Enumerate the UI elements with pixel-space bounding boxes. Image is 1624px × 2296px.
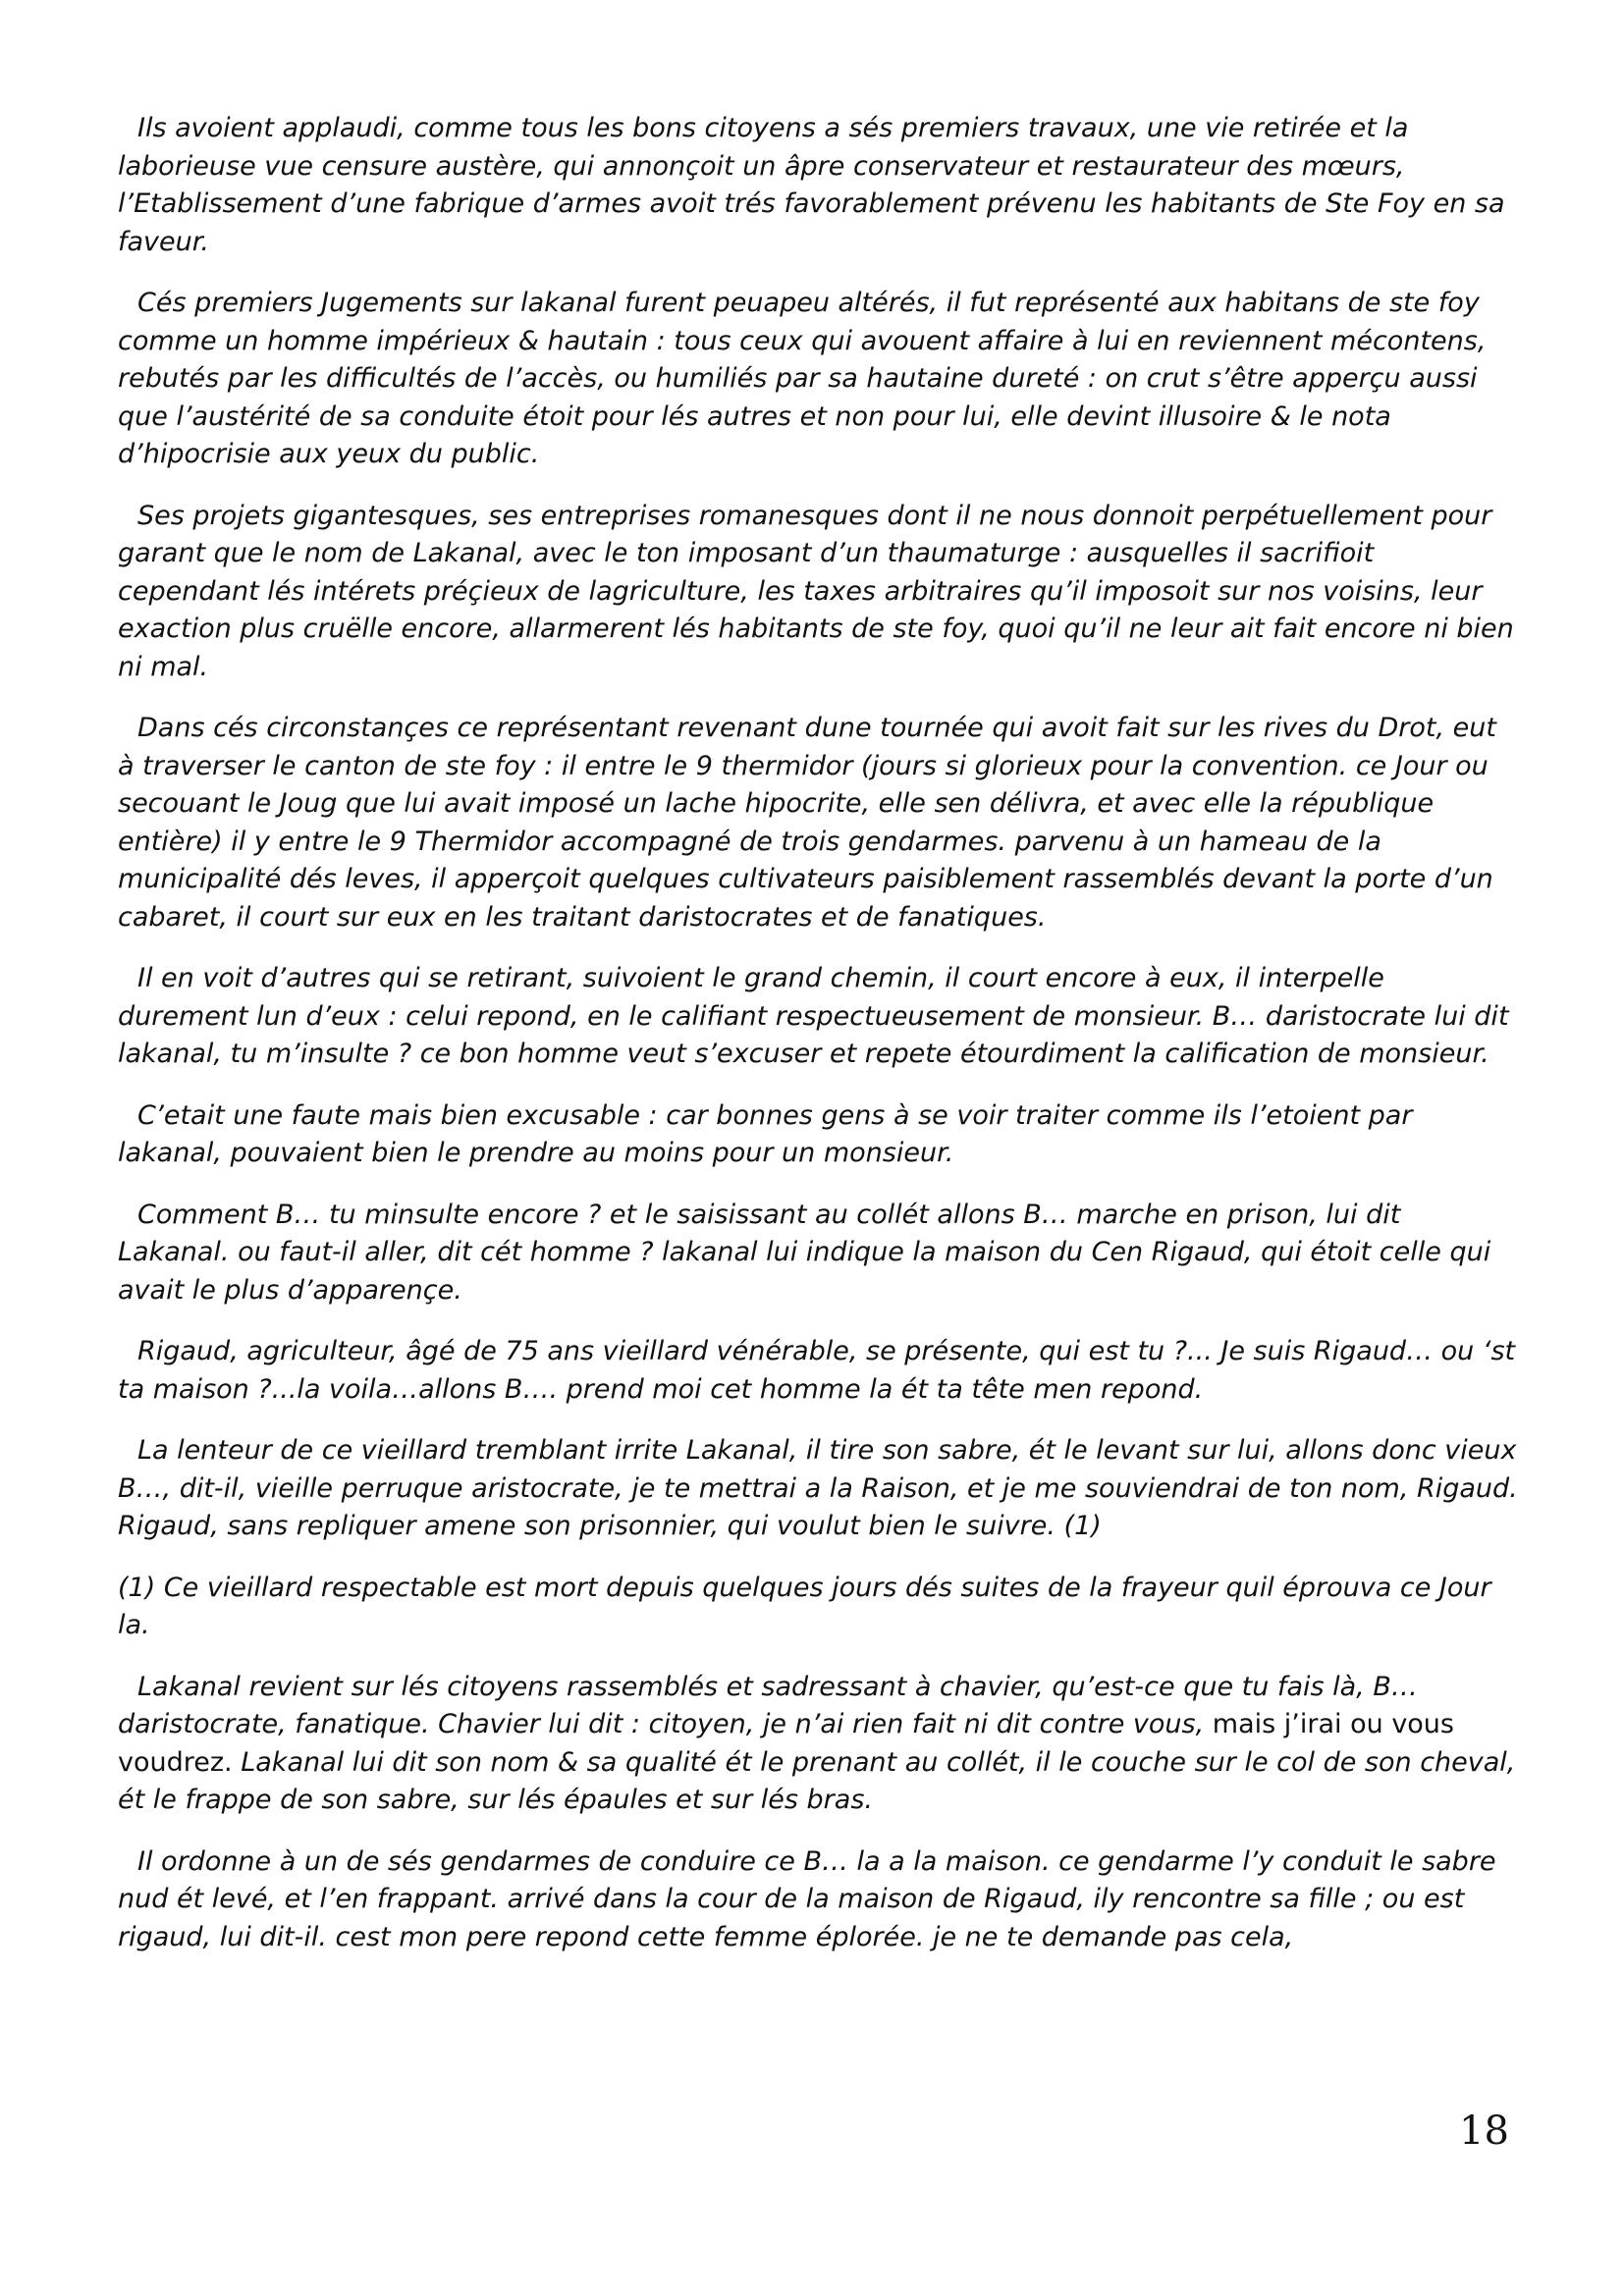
paragraph-10-part-1: Lakanal revient sur lés citoyens rassemblés et sadressant à chavier, qu’est-ce que tu fais là, B… daristocrate, fanatique. Chavier lui dit : citoyen, je n’ai rien fait ni dit contre vous,	[118, 1671, 1418, 1739]
paragraph-10-part-2: mais j’irai ou vous voudrez.	[118, 1709, 1454, 1778]
paragraph-7: Comment B… tu minsulte encore ? et le saisissant au collét allons B… marche en prison, lui dit Lakanal. ou faut-il aller, dit cét homme ? lakanal lui indique la maison du Cen Rigaud, qui étoit celle qui avait le plus d’apparençe.	[118, 1199, 1491, 1306]
paragraph-5: Il en voit d’autres qui se retirant, suivoient le grand chemin, il court encore à eux, il interpelle durement lun d’eux : celui repond, en le califiant respectueusement de monsieur. B… daristocrate lui dit lakanal, tu m’insulte ? ce bon homme veut s’excuser et repete étourdiment la calification de monsieur.	[118, 963, 1509, 1069]
paragraph-10	[118, 1669, 1518, 1820]
paragraph-10-part-3: Lakanal lui dit son nom & sa qualité ét le prenant au collét, il le couche sur le col de son cheval, ét le frappe de son sabre, sur lés épaules et sur lés bras.	[118, 1746, 1516, 1815]
page-number: 18	[1459, 2109, 1509, 2154]
paragraph-8: Rigaud, agriculteur, âgé de 75 ans vieillard vénérable, se présente, qui est tu ?... Je suis Rigaud… ou ‘st ta maison ?...la voila…allons B…. prend moi cet homme la ét ta tête men repond.	[118, 1336, 1516, 1405]
paragraph-2: Cés premiers Jugements sur lakanal furent peuapeu altérés, il fut représenté aux habitans de ste foy comme un homme impérieux & hautain : tous ceux qui avouent affaire à lui en reviennent mécontens, rebutés par les difficultés de l’accès, ou humiliés par sa hautaine dureté : on crut s’être apperçu aussi que l’austérité de sa conduite étoit pour lés autres et non pour lui, elle devint illusoire & le nota d’hipocrisie aux yeux du public.	[118, 288, 1487, 469]
body-text	[118, 110, 1518, 1980]
paragraph-3: Ses projets gigantesques, ses entreprises romanesques dont il ne nous donnoit perpétuellement pour garant que le nom de Lakanal, avec le ton imposant d’un thaumaturge : ausquelles il sacrifioit cependant lés intérets préçieux de lagriculture, les taxes arbitraires qu’il imposoit sur nos voisins, leur exaction plus cruëlle encore, allarmerent lés habitants de ste foy, quoi qu’il ne leur ait fait encore ni bien ni mal.	[118, 500, 1514, 682]
paragraph-4: Dans cés circonstançes ce représentant revenant dune tournée qui avoit fait sur les rives du Drot, eut à traverser le canton de ste foy : il entre le 9 thermidor (jours si glorieux pour la convention. ce Jour ou secouant le Joug que lui avait imposé un lache hipocrite, elle sen délivra, et avec elle la république entière) il y entre le 9 Thermidor accompagné de trois gendarmes. parvenu à un hameau de la municipalité dés leves, il apperçoit quelques cultivateurs paisiblement rassemblés devant la porte d’un cabaret, il court sur eux en les traitant daristocrates et de fanatiques.	[118, 713, 1496, 933]
paragraph-1: Ils avoient applaudi, comme tous les bons citoyens a sés premiers travaux, une vie retirée et la laborieuse vue censure austère, qui annonçoit un âpre conservateur et restaurateur des mœurs, l’Etablissement d’une fabrique d’armes avoit trés favorablement prévenu les habitants de Ste Foy en sa faveur.	[118, 113, 1505, 257]
footnote: (1) Ce vieillard respectable est mort depuis quelques jours dés suites de la frayeur quil éprouva ce Jour la.	[118, 1572, 1491, 1640]
paragraph-6: C’etait une faute mais bien excusable : car bonnes gens à se voir traiter comme ils l’etoient par lakanal, pouvaient bien le prendre au moins pour un monsieur.	[118, 1099, 1413, 1168]
paragraph-9: La lenteur de ce vieillard tremblant irrite Lakanal, il tire son sabre, ét le levant sur lui, allons donc vieux B…, dit-il, vieille perruque aristocrate, je te mettrai a la Raison, et je me souviendrai de ton nom, Rigaud. Rigaud, sans repliquer amene son prisonnier, qui voulut bien le suivre. (1)	[118, 1435, 1518, 1541]
paragraph-11: Il ordonne à un de sés gendarmes de conduire ce B… la a la maison. ce gendarme l’y conduit le sabre nud ét levé, et l’en frappant. arrivé dans la cour de la maison de Rigaud, ily rencontre sa fille ; ou est rigaud, lui dit-il. cest mon pere repond cette femme éplorée. je ne te demande pas cela,	[118, 1845, 1496, 1952]
